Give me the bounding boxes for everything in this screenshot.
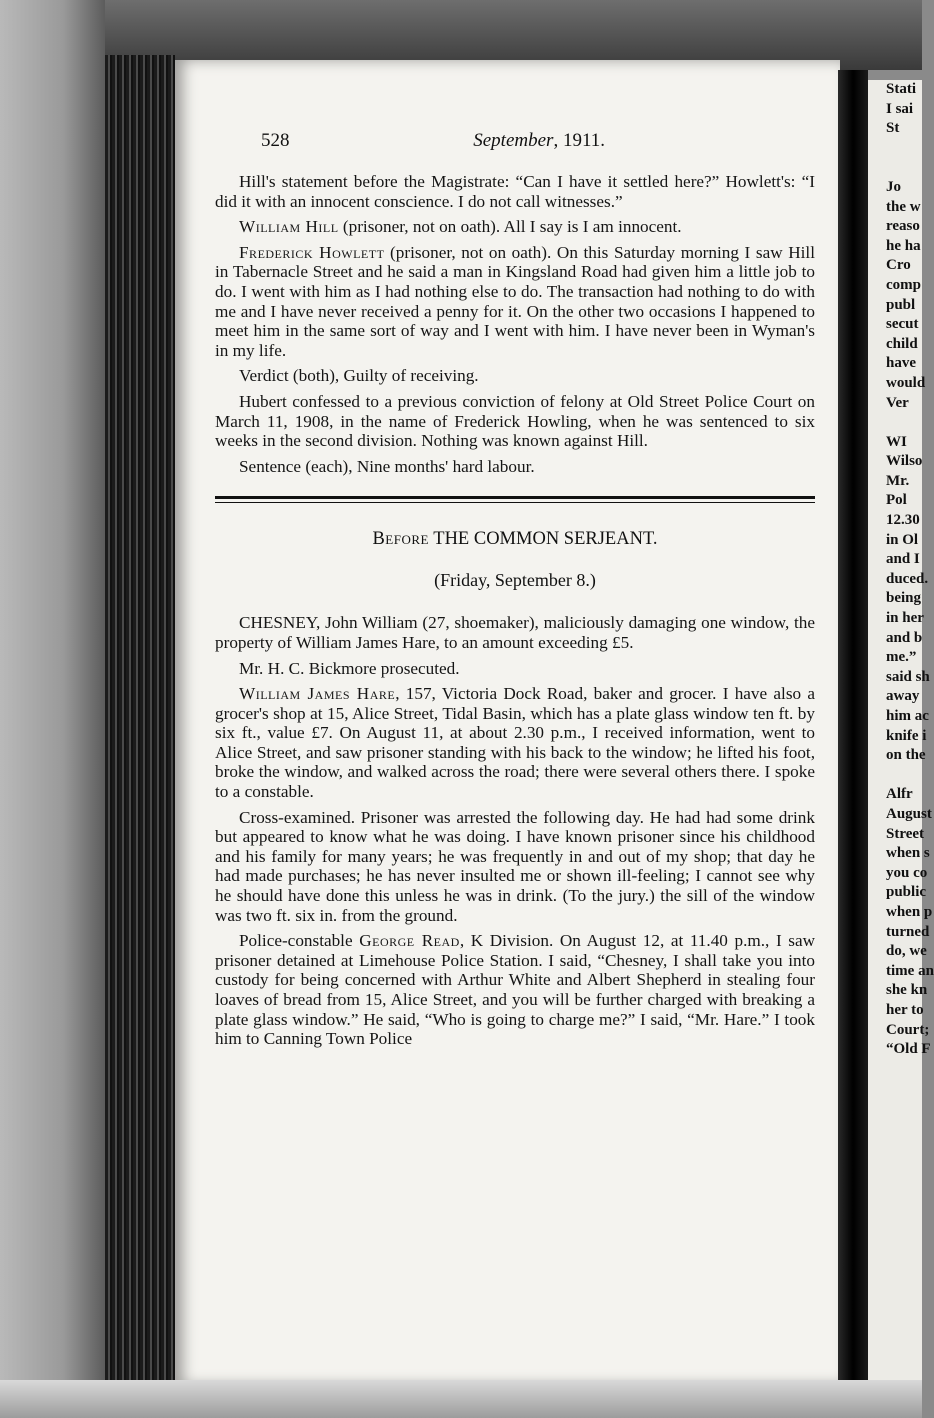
adjacent-page-line — [868, 766, 922, 786]
adjacent-page-line: him ac — [886, 708, 929, 724]
adjacent-page-line: the w — [886, 198, 921, 215]
adjacent-page-line: secut — [886, 316, 919, 333]
adjacent-page-line: St — [886, 120, 900, 137]
paragraph-text: Hill's statement before the Magistrate: “Can I have it settled here?” Howlett's: “I did it with an innocent conscience. I do not call witnesses.” — [215, 172, 815, 211]
witness-name: William Hill — [239, 217, 339, 237]
adjacent-page-line: she kn — [886, 982, 928, 999]
paragraph-indictment — [215, 613, 815, 652]
paragraph-william-james-hare — [215, 684, 815, 802]
witness-prefix: Police-constable — [239, 931, 360, 951]
paragraph-verdict — [215, 366, 815, 386]
adjacent-page-line: time an — [886, 962, 934, 979]
running-title-year: , 1911. — [553, 130, 605, 151]
adjacent-page-line: Pol — [886, 492, 907, 509]
adjacent-page-line: when s — [886, 845, 930, 862]
adjacent-page-line: WI — [886, 433, 907, 450]
paragraph-previous-conviction — [215, 392, 815, 451]
paragraph-text: Cross-examined. Prisoner was arrested the following day. He had had some drink but appeared to know what he was doing. I have known prisoner since his childhood and his family for many years; he was frequently in and out of my shop; that day he had made purchases; he has never insulted me or shown ill-feeling; I cannot see why he should have done this unless he was in drink. (To the jury.) the sill of the window was two ft. six in. from the ground. — [215, 807, 815, 925]
adjacent-page-line: child — [886, 335, 918, 352]
paragraph-sentence — [215, 457, 815, 477]
witness-name: Frederick Howlett — [239, 242, 385, 262]
book-page — [175, 60, 840, 1385]
running-header — [261, 130, 815, 152]
adjacent-page-line: me.” — [886, 649, 917, 666]
paragraph-text: CHESNEY, John William (27, shoemaker), maliciously damaging one window, the property of William James Hare, to an amount exceeding £5. — [215, 613, 815, 652]
paragraph-frederick-howlett — [215, 243, 815, 361]
adjacent-page-line: public — [886, 884, 927, 901]
running-title-month: September — [473, 130, 554, 151]
adjacent-page-line: comp — [886, 276, 921, 293]
page-number: 528 — [261, 130, 290, 151]
adjacent-page-line: Alfr — [886, 786, 913, 803]
paragraph-text: Verdict (both), Guilty of receiving. — [239, 366, 479, 386]
adjacent-page-line: and b — [886, 629, 923, 646]
adjacent-page-line — [868, 413, 922, 433]
paragraph-text: , 157, Victoria Dock Road, baker and grocer. I have also a grocer's shop at 15, Alice Street, Tidal Basin, which has a plate glass window ten ft. by six ft., value £7. On August 11, at about 2.30 p.m., I received information, went to Alice Street, and saw prisoner standing with his back to the window; he lifted his foot, broke the window, and walked across the road; there were several others there. I spoke to a constable. — [215, 684, 815, 802]
adjacent-page-line: Street — [886, 825, 925, 842]
adjacent-page-line: duced. — [886, 570, 929, 587]
adjacent-page-line: you co — [886, 864, 928, 881]
adjacent-page-line: have — [886, 355, 916, 372]
court-heading-title: THE COMMON SERJEANT. — [428, 529, 658, 550]
section-divider — [215, 496, 815, 503]
book-gutter — [838, 70, 868, 1390]
adjacent-page-line: in her — [886, 610, 924, 627]
adjacent-page-line: when p — [886, 903, 933, 920]
adjacent-page-line: Court; — [886, 1021, 930, 1038]
session-date: (Friday, September 8.) — [434, 570, 596, 591]
adjacent-page-line: in Ol — [886, 531, 919, 548]
paragraph-prosecutor — [215, 659, 815, 679]
adjacent-page-line: do, we — [886, 943, 927, 960]
adjacent-page-line: Stati — [886, 81, 916, 97]
paragraph-george-read — [215, 931, 815, 1049]
scan-background-bottom — [0, 1380, 922, 1418]
adjacent-page-line: reaso — [886, 218, 920, 235]
scan-background-left — [0, 0, 105, 1418]
paragraph-william-hill — [215, 217, 815, 237]
book-spine — [105, 55, 175, 1395]
adjacent-page-strip — [868, 80, 934, 1390]
adjacent-page-line: her to — [886, 1001, 924, 1018]
paragraph-text: (prisoner, not on oath). On this Saturday morning I saw Hill in Tabernacle Street and he said a man in Kingsland Road had given him a little job to do. I went with him as I had nothing else to do. The transaction had nothing to do with me and I have never received a penny for it. On the other two occasions I happened to meet him in the same sort of way and I went with him. I have never been in Wyman's in my life. — [215, 242, 815, 360]
adjacent-page-line: Ver — [886, 394, 909, 411]
adjacent-page-line: Wilso — [886, 453, 923, 470]
adjacent-page-line: Mr. — [886, 472, 910, 489]
adjacent-page-line: he ha — [886, 237, 921, 254]
paragraph-text: (prisoner, not on oath). All I say is I am innocent. — [338, 217, 682, 237]
adjacent-page-line: being — [886, 590, 922, 607]
court-heading — [215, 529, 815, 550]
adjacent-page-line: away — [886, 688, 920, 705]
adjacent-page-line: I sai — [886, 100, 914, 117]
running-title — [473, 130, 605, 152]
adjacent-page-line: turned — [886, 923, 930, 940]
adjacent-page-line — [868, 139, 922, 159]
page-content — [215, 130, 815, 1055]
paragraph-text: , K Division. On August 12, at 11.40 p.m., I saw prisoner detained at Limehouse Police Station. I said, “Chesney, I shall take you into custody for being concerned with Arthur White and Albert Shepherd in stealing four loaves of bread from 15, Alice Street, and you will be further charged with breaking a plate glass window.” He said, “Who is going to charge me?” I said, “Mr. Hare.” I took him to Canning Town Police — [215, 931, 815, 1049]
adjacent-page-line: on the — [886, 747, 926, 764]
adjacent-page-line: August — [886, 805, 932, 822]
adjacent-page-line: would — [886, 374, 926, 391]
adjacent-page-line: “Old F — [886, 1041, 931, 1058]
adjacent-page-line: publ — [886, 296, 916, 313]
paragraph-cross-examined — [215, 808, 815, 926]
adjacent-page-line: said sh — [886, 668, 930, 685]
court-heading-before: Before — [372, 529, 429, 550]
adjacent-page-line: knife i — [886, 727, 927, 744]
paragraph-text: Hubert confessed to a previous conviction of felony at Old Street Police Court on March 11, 1908, in the name of Frederick Howling, when he was sentenced to six weeks in the second division. Nothing was known against Hill. — [215, 391, 815, 451]
adjacent-page-line: Cro — [886, 257, 911, 274]
witness-name: William James Hare — [239, 684, 396, 704]
paragraph-text: Mr. H. C. Bickmore prosecuted. — [239, 658, 460, 678]
adjacent-page-line: 12.30 — [886, 512, 920, 529]
adjacent-page-line: Jo — [886, 178, 901, 195]
adjacent-page-line: and I — [886, 551, 920, 568]
paragraph-text: Sentence (each), Nine months' hard labour. — [239, 456, 535, 476]
paragraph-hill-statement — [215, 172, 815, 211]
witness-name: George Read — [359, 931, 460, 951]
adjacent-page-line — [868, 158, 922, 178]
